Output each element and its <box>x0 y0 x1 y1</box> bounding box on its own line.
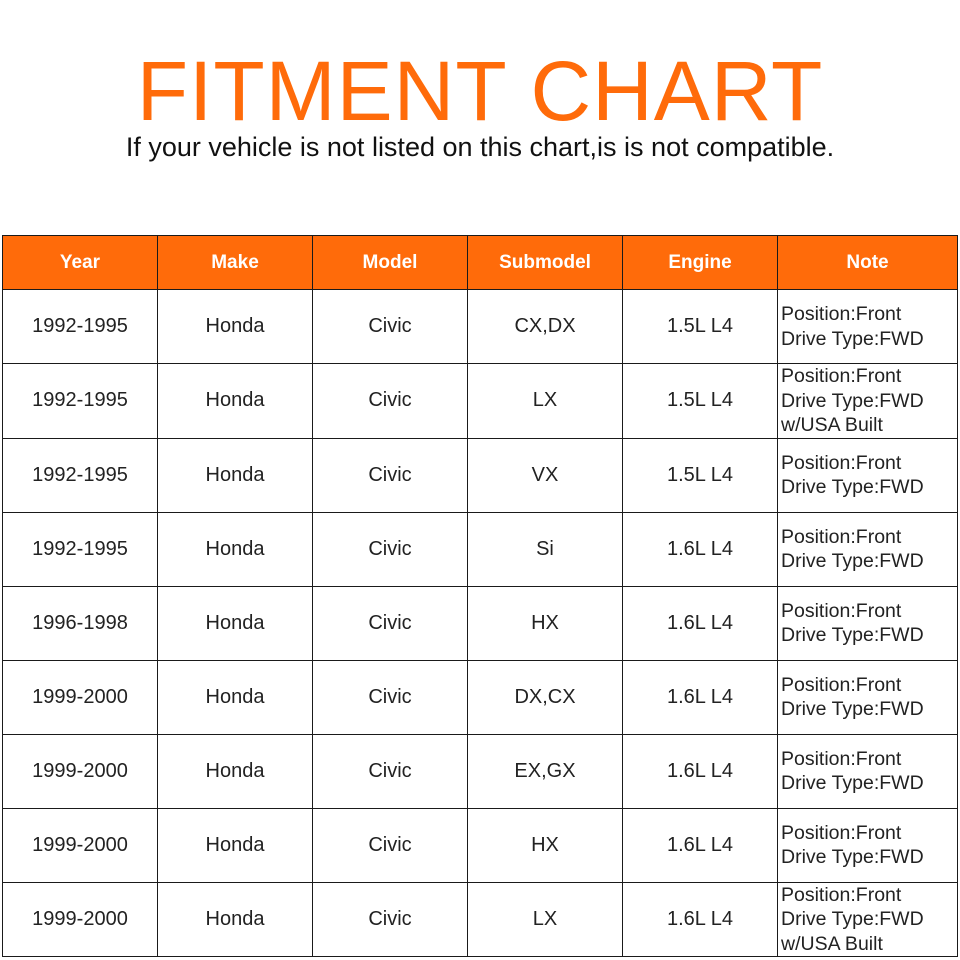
cell-engine: 1.6L L4 <box>623 882 778 957</box>
cell-year: 1999-2000 <box>3 808 158 882</box>
note-line: w/USA Built <box>781 414 883 436</box>
cell-submodel: VX <box>468 438 623 512</box>
table-row <box>3 290 958 364</box>
cell-engine: 1.6L L4 <box>623 660 778 734</box>
table-header-row <box>3 236 958 290</box>
table-row <box>3 438 958 512</box>
page-title: FITMENT CHART <box>136 44 824 138</box>
cell-make: Honda <box>158 438 313 512</box>
cell-note <box>778 734 958 808</box>
table-body <box>3 290 958 957</box>
cell-engine: 1.5L L4 <box>623 290 778 364</box>
cell-model: Civic <box>313 512 468 586</box>
table-row <box>3 364 958 439</box>
cell-make: Honda <box>158 734 313 808</box>
cell-note <box>778 438 958 512</box>
header-note: Note <box>778 236 958 290</box>
cell-engine: 1.6L L4 <box>623 734 778 808</box>
cell-model: Civic <box>313 660 468 734</box>
cell-make: Honda <box>158 586 313 660</box>
cell-submodel: HX <box>468 808 623 882</box>
cell-make: Honda <box>158 808 313 882</box>
note-line: Position:Front <box>781 303 902 325</box>
cell-submodel: CX,DX <box>468 290 623 364</box>
note-line: Position:Front <box>781 525 902 548</box>
note-line: Drive Type:FWD <box>781 698 924 720</box>
note-line: Drive Type:FWD <box>781 624 924 646</box>
note-line: Drive Type:FWD <box>781 476 924 498</box>
cell-year: 1999-2000 <box>3 734 158 808</box>
cell-note <box>778 364 958 439</box>
cell-submodel: DX,CX <box>468 660 623 734</box>
cell-make: Honda <box>158 290 313 364</box>
cell-make: Honda <box>158 364 313 439</box>
cell-model: Civic <box>313 438 468 512</box>
cell-year: 1992-1995 <box>3 290 158 364</box>
cell-note <box>778 882 958 957</box>
cell-note <box>778 512 958 586</box>
page-subtitle: If your vehicle is not listed on this chart,is is not compatible. <box>125 132 835 162</box>
header-submodel: Submodel <box>468 236 623 290</box>
header-model: Model <box>313 236 468 290</box>
cell-submodel: EX,GX <box>468 734 623 808</box>
note-line: Position:Front <box>781 673 902 696</box>
note-line: Position:Front <box>781 599 902 622</box>
cell-year: 1992-1995 <box>3 512 158 586</box>
cell-year: 1996-1998 <box>3 586 158 660</box>
cell-model: Civic <box>313 586 468 660</box>
note-line: Drive Type:FWD <box>781 327 924 350</box>
note-line: Drive Type:FWD <box>781 846 924 868</box>
cell-year: 1992-1995 <box>3 364 158 439</box>
header-make: Make <box>158 236 313 290</box>
cell-engine: 1.6L L4 <box>623 808 778 882</box>
cell-engine: 1.6L L4 <box>623 586 778 660</box>
table-row <box>3 882 958 957</box>
cell-engine: 1.6L L4 <box>623 512 778 586</box>
cell-submodel: LX <box>468 882 623 957</box>
note-line: Position:Front <box>781 365 902 387</box>
header-year: Year <box>3 236 158 290</box>
cell-note <box>778 808 958 882</box>
note-line: Position:Front <box>781 451 902 474</box>
table-row <box>3 512 958 586</box>
cell-make: Honda <box>158 660 313 734</box>
table-row <box>3 808 958 882</box>
cell-make: Honda <box>158 512 313 586</box>
cell-submodel: HX <box>468 586 623 660</box>
cell-note <box>778 660 958 734</box>
note-line: Position:Front <box>781 821 902 844</box>
cell-model: Civic <box>313 734 468 808</box>
cell-note <box>778 586 958 660</box>
note-line: Drive Type:FWD <box>781 908 924 930</box>
fitment-table <box>2 235 958 957</box>
table-row <box>3 734 958 808</box>
cell-model: Civic <box>313 364 468 439</box>
cell-year: 1999-2000 <box>3 882 158 957</box>
note-line: Drive Type:FWD <box>781 389 924 412</box>
cell-model: Civic <box>313 882 468 957</box>
table-row <box>3 660 958 734</box>
cell-year: 1999-2000 <box>3 660 158 734</box>
note-line: Drive Type:FWD <box>781 550 924 572</box>
cell-engine: 1.5L L4 <box>623 438 778 512</box>
cell-year: 1992-1995 <box>3 438 158 512</box>
note-line: Position:Front <box>781 883 902 906</box>
cell-make: Honda <box>158 882 313 957</box>
header-engine: Engine <box>623 236 778 290</box>
note-line: Position:Front <box>781 747 902 770</box>
cell-model: Civic <box>313 290 468 364</box>
cell-note <box>778 290 958 364</box>
cell-submodel: Si <box>468 512 623 586</box>
cell-submodel: LX <box>468 364 623 439</box>
note-line: w/USA Built <box>781 932 883 955</box>
cell-model: Civic <box>313 808 468 882</box>
table-row <box>3 586 958 660</box>
note-line: Drive Type:FWD <box>781 772 924 794</box>
cell-engine: 1.5L L4 <box>623 364 778 439</box>
